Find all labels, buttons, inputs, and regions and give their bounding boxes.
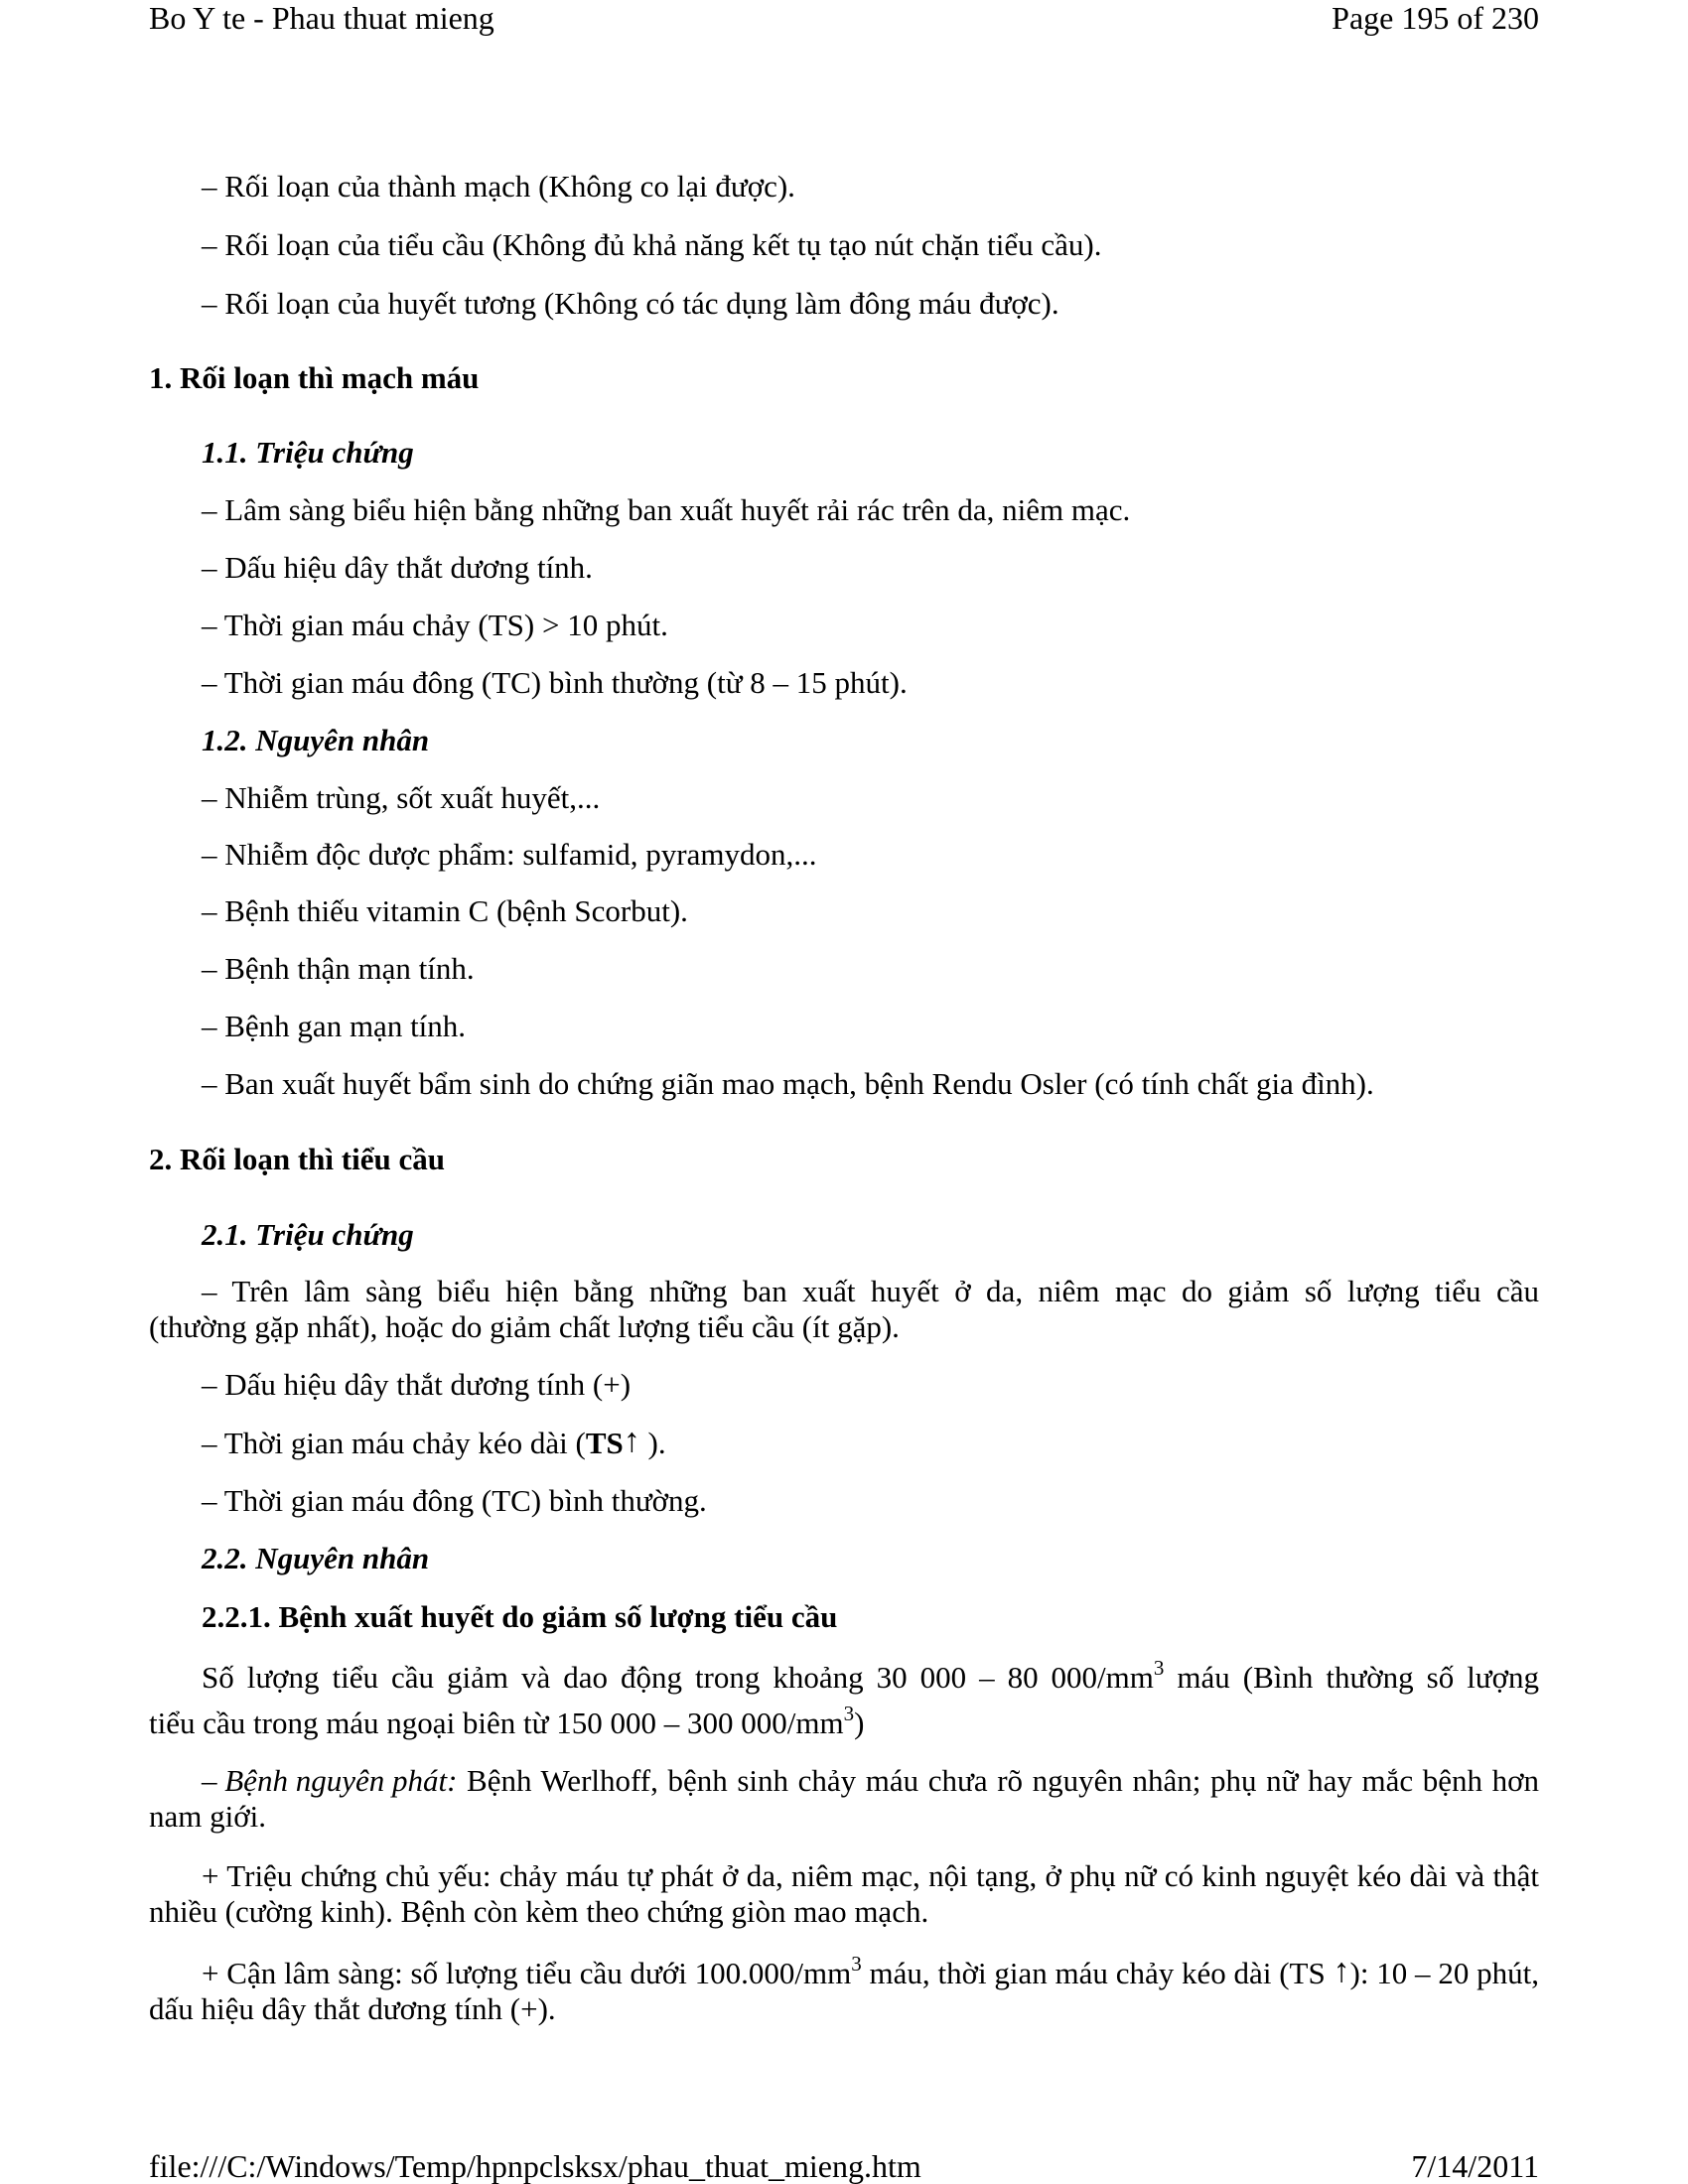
superscript: 3 bbox=[851, 1951, 862, 1976]
clotting-time-item: – Thời gian máu đông (TC) bình thường. bbox=[202, 1483, 707, 1518]
section-2-1-heading: 2.1. Triệu chứng bbox=[202, 1217, 414, 1252]
intro-item: – Rối loạn của thành mạch (Không co lại được). bbox=[202, 169, 795, 204]
symptom-item: – Thời gian máu chảy (TS) > 10 phút. bbox=[202, 608, 668, 642]
main-symptom-paragraph bbox=[149, 1858, 1539, 1930]
bleeding-time-text: – Thời gian máu chảy kéo dài ( bbox=[202, 1426, 586, 1460]
section-2-2-heading: 2.2. Nguyên nhân bbox=[202, 1541, 430, 1575]
section-1-heading: 1. Rối loạn thì mạch máu bbox=[149, 360, 480, 395]
primary-disease-text: Bệnh Werlhoff, bệnh sinh chảy máu chưa rõ nguyên nhân; phụ nữ hay mắc bệnh hơn nam giới. bbox=[149, 1763, 1539, 1834]
header-page-number: Page 195 of 230 bbox=[1332, 0, 1539, 36]
lab-text: máu, thời gian máu chảy kéo dài (TS bbox=[861, 1956, 1334, 1990]
sign-item: – Dấu hiệu dây thắt dương tính (+) bbox=[202, 1367, 632, 1402]
main-symptom-text: + Triệu chứng chủ yếu: chảy máu tự phát ở da, niêm mạc, nội tạng, ở phụ nữ có kinh nguyệt kéo dài và thật nhiều (cường kinh). Bệnh còn kèm theo chứng giòn mao mạch. bbox=[149, 1858, 1539, 1929]
symptom-item: – Dấu hiệu dây thắt dương tính. bbox=[202, 550, 593, 585]
arrow-up-icon: ↑ bbox=[623, 1423, 640, 1459]
symptom-paragraph-line: (thường gặp nhất), hoặc do giảm chất lượng tiểu cầu (ít gặp). bbox=[149, 1309, 900, 1344]
section-2-heading: 2. Rối loạn thì tiểu cầu bbox=[149, 1142, 445, 1176]
arrow-up-icon: ↑ bbox=[1333, 1953, 1350, 1989]
intro-item: – Rối loạn của tiểu cầu (Không đủ khả năng kết tụ tạo nút chặn tiểu cầu). bbox=[202, 227, 1102, 262]
symptom-item: – Lâm sàng biểu hiện bằng những ban xuất huyết rải rác trên da, niêm mạc. bbox=[202, 492, 1131, 527]
intro-item: – Rối loạn của huyết tương (Không có tác dụng làm đông máu được). bbox=[202, 286, 1059, 321]
header-title: Bo Y te - Phau thuat mieng bbox=[149, 0, 494, 36]
primary-disease-label bbox=[149, 1763, 457, 1799]
primary-disease-paragraph bbox=[149, 1763, 1539, 1835]
platelet-count-text: ) bbox=[854, 1706, 865, 1740]
cause-item: – Bệnh thiếu vitamin C (bệnh Scorbut). bbox=[202, 893, 688, 928]
primary-disease-label-text: – Bệnh nguyên phát: bbox=[202, 1763, 458, 1798]
platelet-count-text: máu (Bình thường số lượng bbox=[1164, 1660, 1540, 1695]
cause-item: – Nhiễm trùng, sốt xuất huyết,... bbox=[202, 780, 601, 815]
platelet-count-text: Số lượng tiểu cầu giảm và dao động trong khoảng 30 000 – 80 000/mm bbox=[202, 1660, 1154, 1695]
bleeding-time-end: ). bbox=[639, 1426, 666, 1460]
cause-item: – Bệnh thận mạn tính. bbox=[202, 951, 475, 986]
ts-label: TS bbox=[585, 1426, 624, 1460]
cause-item: – Nhiễm độc dược phẩm: sulfamid, pyramydon,... bbox=[202, 837, 817, 872]
section-1-2-heading: 1.2. Nguyên nhân bbox=[202, 723, 430, 757]
footer-date: 7/14/2011 bbox=[1411, 2148, 1539, 2184]
footer-file-path: file:///C:/Windows/Temp/hpnpclsksx/phau_thuat_mieng.htm bbox=[149, 2148, 921, 2184]
section-2-2-1-heading: 2.2.1. Bệnh xuất huyết do giảm số lượng tiểu cầu bbox=[202, 1599, 838, 1634]
platelet-count-line bbox=[149, 1655, 1540, 1696]
platelet-count-line bbox=[149, 1701, 1539, 1741]
lab-paragraph bbox=[149, 1951, 1539, 2027]
superscript: 3 bbox=[1153, 1655, 1165, 1680]
platelet-count-paragraph bbox=[149, 1655, 1540, 1741]
cause-item: – Bệnh gan mạn tính. bbox=[202, 1009, 467, 1043]
section-1-1-heading: 1.1. Triệu chứng bbox=[202, 435, 414, 470]
symptom-paragraph-line: – Trên lâm sàng biểu hiện bằng những ban xuất huyết ở da, niêm mạc do giảm số lượng tiểu cầu bbox=[202, 1274, 1539, 1308]
symptom-item: – Thời gian máu đông (TC) bình thường (từ 8 – 15 phút). bbox=[202, 665, 908, 700]
lab-text: + Cận lâm sàng: số lượng tiểu cầu dưới 100.000/mm bbox=[202, 1956, 852, 1990]
bleeding-time-item bbox=[202, 1423, 666, 1461]
cause-item: – Ban xuất huyết bẩm sinh do chứng giãn mao mạch, bệnh Rendu Osler (có tính chất gia đình). bbox=[202, 1066, 1374, 1101]
superscript: 3 bbox=[843, 1701, 855, 1725]
platelet-count-text: tiểu cầu trong máu ngoại biên từ 150 000 – 300 000/mm bbox=[149, 1706, 844, 1740]
symptom-paragraph bbox=[149, 1274, 1539, 1345]
lab-text: ): 10 – 20 phút, dấu hiệu dây thắt dương tính (+). bbox=[149, 1956, 1539, 2026]
